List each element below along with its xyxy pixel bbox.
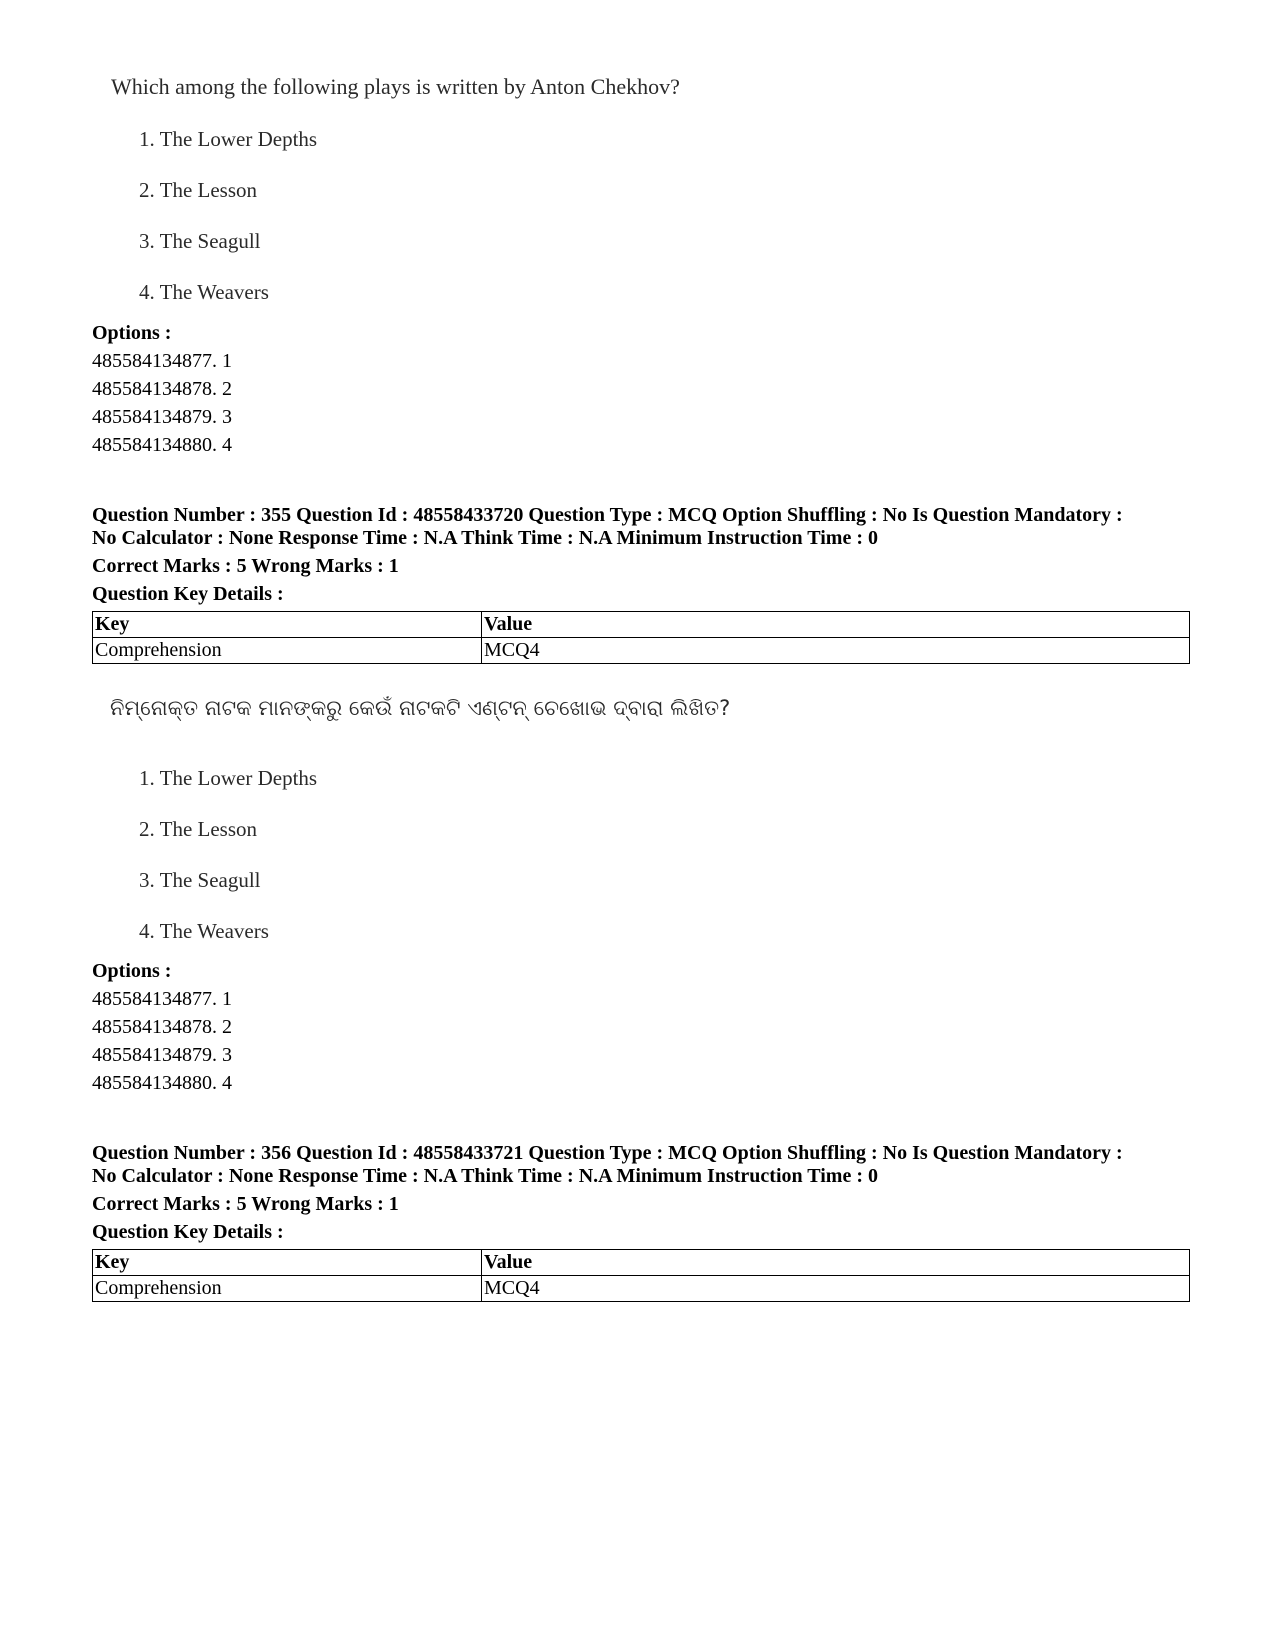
choice-item: 2. The Lesson	[139, 817, 258, 841]
key-details-label: Question Key Details :	[92, 583, 284, 605]
question-text-odia: ନିମ୍ନୋକ୍ତ ନାଟକ ମାନଙ୍କରୁ କେଉଁ ନାଟକଟି ଏଣ୍ଟନ୍ ଚେଖୋଭ ଦ୍ବାରା ଲିଖିତ?	[110, 696, 731, 720]
table-header-value: Value	[482, 1250, 1190, 1276]
question-header-line: Question Number : 356 Question Id : 48558433721 Question Type : MCQ Option Shuffling : No Is Question Mandatory :	[92, 1142, 1123, 1164]
key-details-table	[92, 611, 1190, 664]
table-header-value: Value	[482, 612, 1190, 638]
table-header-key: Key	[93, 1250, 482, 1276]
choice-item: 3. The Seagull	[139, 229, 261, 253]
table-cell-value: MCQ4	[482, 638, 1190, 664]
marks-line: Correct Marks : 5 Wrong Marks : 1	[92, 555, 399, 577]
table-cell-key: Comprehension	[93, 1276, 482, 1302]
choice-item: 1. The Lower Depths	[139, 766, 318, 790]
choice-item: 2. The Lesson	[139, 178, 258, 202]
table-row	[93, 1276, 1190, 1302]
question-text: Which among the following plays is written by Anton Chekhov?	[111, 74, 680, 99]
choice-item: 4. The Weavers	[139, 919, 269, 943]
options-label: Options :	[92, 960, 172, 982]
question-header-line: Question Number : 355 Question Id : 48558433720 Question Type : MCQ Option Shuffling : No Is Question Mandatory :	[92, 504, 1123, 526]
option-id: 485584134880. 4	[92, 434, 232, 456]
table-header-key: Key	[93, 612, 482, 638]
option-id: 485584134880. 4	[92, 1072, 232, 1094]
table-header-row	[93, 612, 1190, 638]
question-header-line: No Calculator : None Response Time : N.A Think Time : N.A Minimum Instruction Time : 0	[92, 527, 878, 549]
table-cell-key: Comprehension	[93, 638, 482, 664]
option-id: 485584134877. 1	[92, 350, 232, 372]
option-id: 485584134879. 3	[92, 1044, 232, 1066]
table-header-row	[93, 1250, 1190, 1276]
choice-item: 4. The Weavers	[139, 280, 269, 304]
table-row	[93, 638, 1190, 664]
option-id: 485584134877. 1	[92, 988, 232, 1010]
option-id: 485584134878. 2	[92, 1016, 232, 1038]
marks-line: Correct Marks : 5 Wrong Marks : 1	[92, 1193, 399, 1215]
key-details-label: Question Key Details :	[92, 1221, 284, 1243]
choice-item: 1. The Lower Depths	[139, 127, 318, 151]
options-label: Options :	[92, 322, 172, 344]
key-details-table	[92, 1249, 1190, 1302]
option-id: 485584134878. 2	[92, 378, 232, 400]
table-cell-value: MCQ4	[482, 1276, 1190, 1302]
option-id: 485584134879. 3	[92, 406, 232, 428]
choice-item: 3. The Seagull	[139, 868, 261, 892]
question-header-line: No Calculator : None Response Time : N.A Think Time : N.A Minimum Instruction Time : 0	[92, 1165, 878, 1187]
